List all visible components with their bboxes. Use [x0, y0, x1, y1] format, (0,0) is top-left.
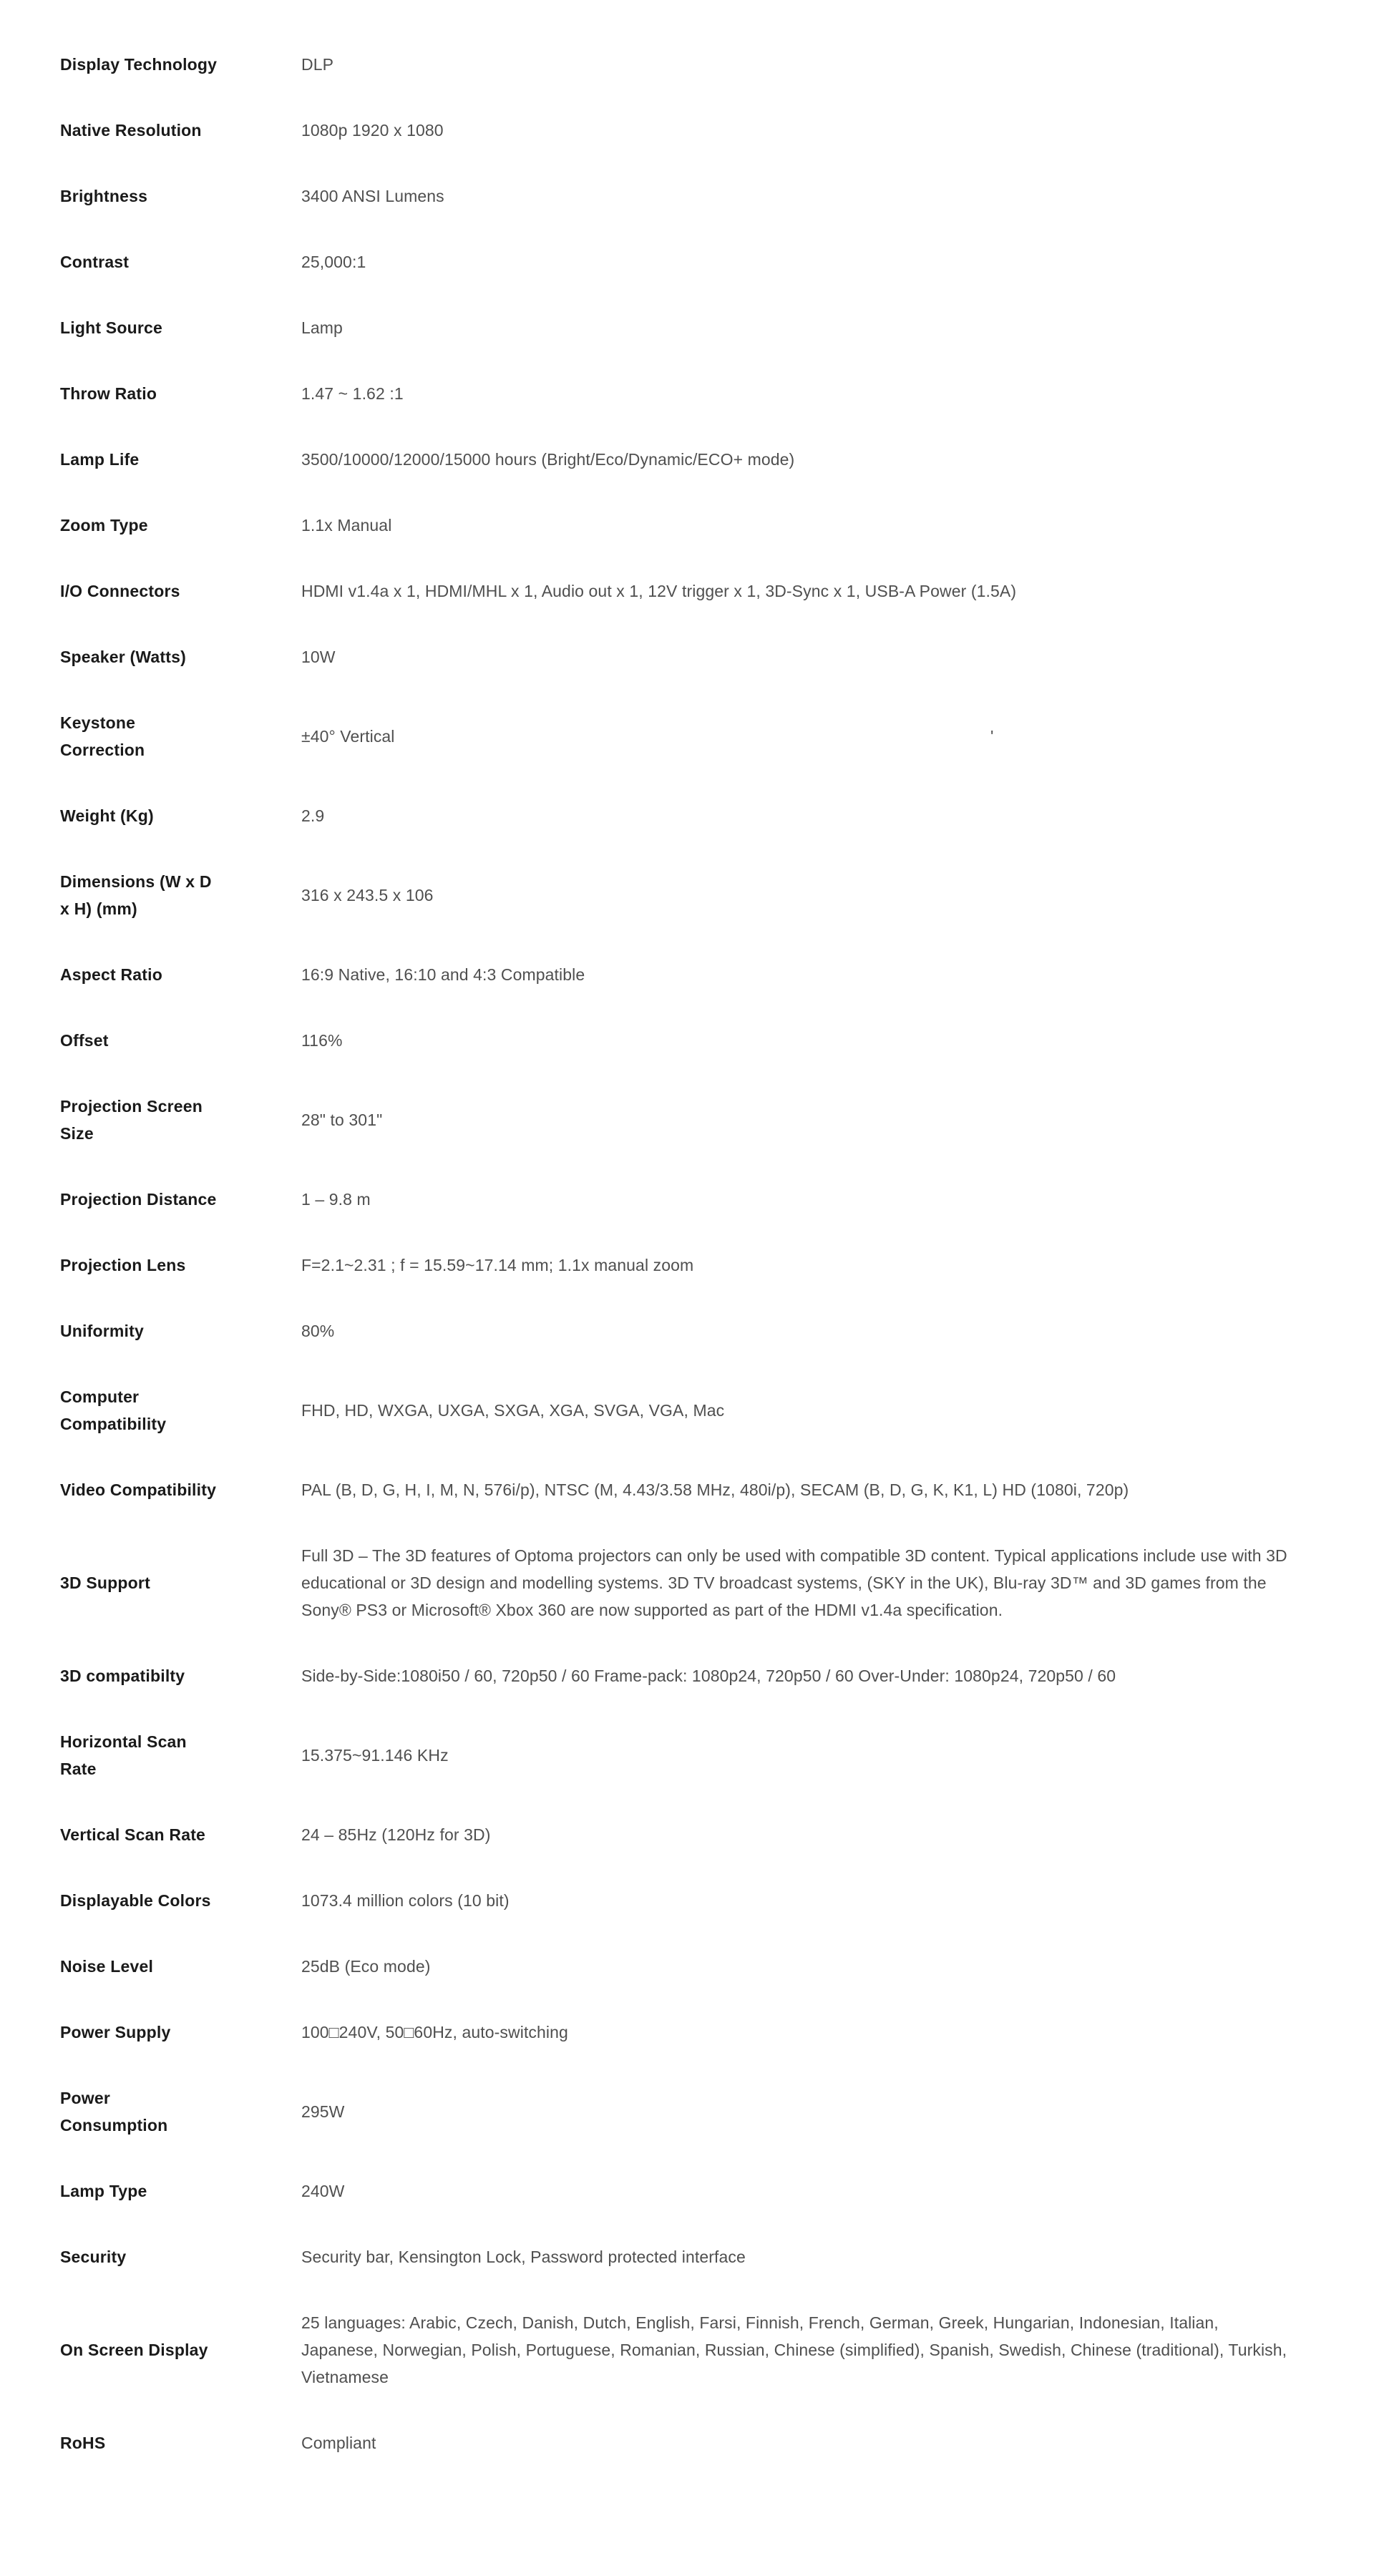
spec-label: Power Consumption [60, 2089, 168, 2135]
spec-label: Light Source [60, 318, 162, 337]
spec-row [60, 361, 1302, 426]
spec-value: 25dB (Eco mode) [301, 1957, 431, 1976]
spec-label: Brightness [60, 187, 148, 205]
spec-label: Displayable Colors [60, 1891, 211, 1910]
spec-value: 3500/10000/12000/15000 hours (Bright/Eco/Dynamic/ECO+ mode) [301, 450, 795, 469]
spec-row [60, 2065, 1302, 2158]
spec-value: 295W [301, 2102, 345, 2121]
spec-row [60, 1643, 1302, 1709]
spec-label: Noise Level [60, 1957, 154, 1976]
spec-value: 28" to 301" [301, 1111, 383, 1129]
spec-value: 24 – 85Hz (120Hz for 3D) [301, 1825, 491, 1844]
spec-label: Video Compatibility [60, 1480, 217, 1499]
spec-row [60, 31, 1302, 97]
spec-row [60, 1008, 1302, 1073]
spec-value: DLP [301, 55, 334, 74]
spec-value: 240W [301, 2182, 345, 2200]
spec-row [60, 229, 1302, 295]
spec-row [60, 624, 1302, 690]
spec-label: Speaker (Watts) [60, 648, 186, 666]
spec-value: 1.1x Manual [301, 516, 392, 535]
spec-label: Contrast [60, 253, 130, 271]
spec-label: Power Supply [60, 2023, 171, 2041]
spec-value: Full 3D – The 3D features of Optoma projectors can only be used with compatible 3D content. Typical applications include use with 3D educational or 3D design and modelling systems. 3D TV broadcast systems, (SKY in the UK), Blu-ray 3D™ and 3D games from the Sony® PS3 or Microsoft® Xbox 360 are now supported as part of the HDMI v1.4a specification. [301, 1546, 1287, 1619]
spec-value: 316 x 243.5 x 106 [301, 886, 434, 904]
spec-value: 2.9 [301, 806, 325, 825]
spec-label: Uniformity [60, 1322, 144, 1340]
spec-row [60, 1802, 1302, 1868]
spec-row [60, 1999, 1302, 2065]
spec-value: 25,000:1 [301, 253, 366, 271]
spec-label: Keystone Correction [60, 713, 145, 759]
spec-value: F=2.1~2.31 ; f = 15.59~17.14 mm; 1.1x manual zoom [301, 1256, 694, 1274]
spec-value: 1 – 9.8 m [301, 1190, 371, 1209]
spec-value: HDMI v1.4a x 1, HDMI/MHL x 1, Audio out x 1, 12V trigger x 1, 3D-Sync x 1, USB-A Power (1.5A) [301, 582, 1017, 600]
spec-label: Projection Lens [60, 1256, 186, 1274]
spec-value: Side-by-Side:1080i50 / 60, 720p50 / 60 Frame-pack: 1080p24, 720p50 / 60 Over-Under: 1080p24, 720p50 / 60 [301, 1667, 1116, 1685]
spec-label: Aspect Ratio [60, 965, 162, 984]
spec-row [60, 2158, 1302, 2224]
spec-value: Lamp [301, 318, 343, 337]
spec-value: Compliant [301, 2434, 376, 2452]
spec-row [60, 1232, 1302, 1298]
spec-label: Throw Ratio [60, 384, 157, 403]
spec-row [60, 1364, 1302, 1457]
spec-label: Zoom Type [60, 516, 148, 535]
spec-row [60, 1298, 1302, 1364]
spec-label: Computer Compatibility [60, 1387, 167, 1433]
stray-apostrophe-mark: ' [990, 727, 994, 746]
spec-value: 116% [301, 1031, 343, 1050]
spec-row [60, 2410, 1302, 2476]
spec-value: FHD, HD, WXGA, UXGA, SXGA, XGA, SVGA, VGA, Mac [301, 1401, 725, 1420]
spec-value: 25 languages: Arabic, Czech, Danish, Dutch, English, Farsi, Finnish, French, German, Greek, Hungarian, Indonesian, Italian, Japanese, Norwegian, Polish, Portuguese, Romanian, Russian, Chinese (simplified), Spanish, Swedish, Chinese (traditional), Turkish, Vietnamese [301, 2313, 1287, 2386]
spec-row [60, 1709, 1302, 1802]
spec-label: I/O Connectors [60, 582, 180, 600]
spec-row [60, 558, 1302, 624]
spec-value: PAL (B, D, G, H, I, M, N, 576i/p), NTSC (M, 4.43/3.58 MHz, 480i/p), SECAM (B, D, G, K, K1, L) HD (1080i, 720p) [301, 1480, 1129, 1499]
spec-label: 3D compatibilty [60, 1667, 185, 1685]
spec-row [60, 1523, 1302, 1643]
spec-row [60, 492, 1302, 558]
spec-row [60, 1457, 1302, 1523]
spec-row [60, 163, 1302, 229]
spec-row [60, 2290, 1302, 2410]
spec-label: Horizontal Scan Rate [60, 1732, 187, 1778]
spec-label: Projection Distance [60, 1190, 217, 1209]
spec-row [60, 690, 1302, 783]
spec-row [60, 1073, 1302, 1166]
spec-label: Display Technology [60, 55, 218, 74]
spec-value: 10W [301, 648, 336, 666]
spec-label: On Screen Display [60, 2341, 208, 2359]
spec-row [60, 426, 1302, 492]
spec-value: 80% [301, 1322, 335, 1340]
spec-value: 1073.4 million colors (10 bit) [301, 1891, 510, 1910]
spec-label: Lamp Type [60, 2182, 147, 2200]
spec-value: ±40° Vertical ' [301, 723, 1296, 750]
spec-label: Dimensions (W x D x H) (mm) [60, 872, 212, 918]
spec-row [60, 1933, 1302, 1999]
spec-label: Security [60, 2248, 127, 2266]
spec-row [60, 1868, 1302, 1933]
spec-label: Weight (Kg) [60, 806, 154, 825]
spec-table [60, 31, 1302, 2476]
spec-row [60, 783, 1302, 849]
spec-row [60, 295, 1302, 361]
spec-value: 15.375~91.146 KHz [301, 1746, 449, 1765]
spec-row [60, 942, 1302, 1008]
spec-value: Security bar, Kensington Lock, Password protected interface [301, 2248, 746, 2266]
spec-value: 3400 ANSI Lumens [301, 187, 444, 205]
spec-label: Projection Screen Size [60, 1097, 203, 1143]
spec-row [60, 849, 1302, 942]
spec-label: RoHS [60, 2434, 106, 2452]
spec-row [60, 97, 1302, 163]
spec-label: Native Resolution [60, 121, 202, 140]
spec-label: Offset [60, 1031, 109, 1050]
spec-label: 3D Support [60, 1574, 150, 1592]
spec-row [60, 1166, 1302, 1232]
spec-value: 16:9 Native, 16:10 and 4:3 Compatible [301, 965, 585, 984]
spec-label: Lamp Life [60, 450, 140, 469]
spec-value: 100□240V, 50□60Hz, auto-switching [301, 2023, 568, 2041]
spec-row [60, 2224, 1302, 2290]
spec-value: 1080p 1920 x 1080 [301, 121, 444, 140]
spec-label: Vertical Scan Rate [60, 1825, 206, 1844]
spec-value: 1.47 ~ 1.62 :1 [301, 384, 404, 403]
